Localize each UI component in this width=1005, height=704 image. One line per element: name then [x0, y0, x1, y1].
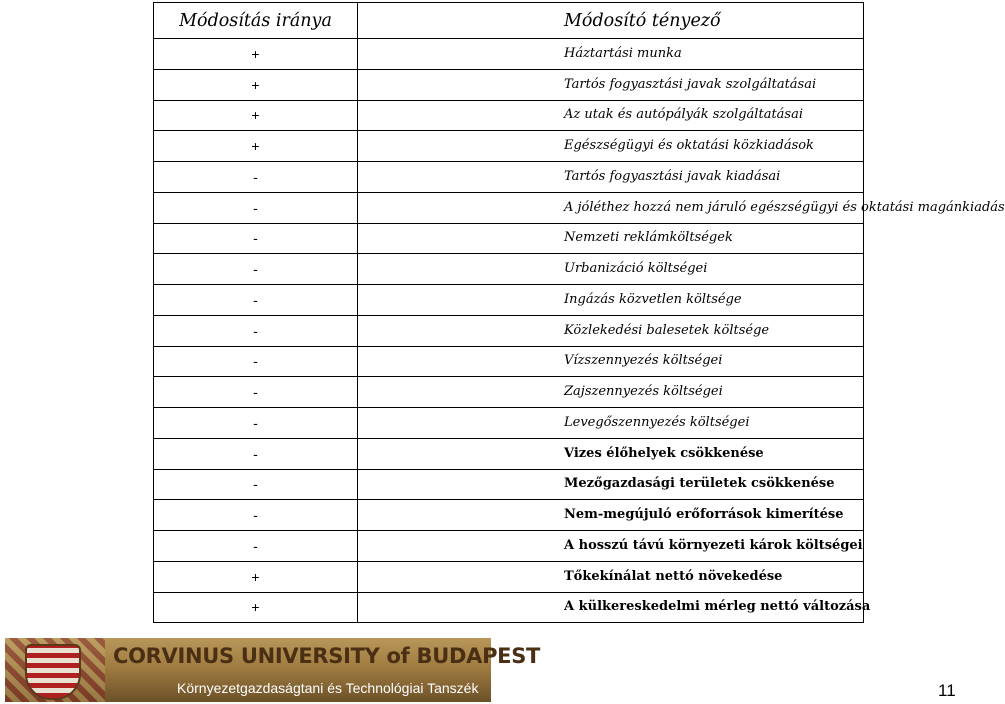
factor-text: Tartós fogyasztási javak kiadásai [358, 162, 864, 193]
factor-text: Ingázás közvetlen költsége [358, 285, 864, 316]
direction-sign: + [154, 69, 358, 100]
direction-sign: - [154, 346, 358, 377]
table-row [154, 315, 864, 346]
header-direction: Módosítás iránya [154, 3, 358, 39]
factor-text: Háztartási munka [358, 39, 864, 70]
table-row [154, 192, 864, 223]
direction-sign: - [154, 500, 358, 531]
direction-sign: - [154, 315, 358, 346]
header-factor: Módosító tényező [358, 3, 864, 39]
table-row [154, 346, 864, 377]
table-row [154, 500, 864, 531]
direction-sign: - [154, 285, 358, 316]
factor-text: Urbanizáció költségei [358, 254, 864, 285]
factor-text: Tőkekínálat nettó növekedése [358, 561, 864, 592]
table-row [154, 131, 864, 162]
table-row [154, 39, 864, 70]
table-row [154, 223, 864, 254]
table-row [154, 438, 864, 469]
direction-sign: + [154, 592, 358, 623]
factor-text: Az utak és autópályák szolgáltatásai [358, 100, 864, 131]
factor-text: Vizes élőhelyek csökkenése [358, 438, 864, 469]
department-name: Környezetgazdaságtani és Technológiai Tanszék [177, 680, 479, 696]
direction-sign: - [154, 223, 358, 254]
direction-sign: - [154, 254, 358, 285]
factor-text: Mezőgazdasági területek csökkenése [358, 469, 864, 500]
direction-sign: - [154, 531, 358, 562]
factor-text: A külkereskedelmi mérleg nettó változása [358, 592, 864, 623]
table-row [154, 69, 864, 100]
direction-sign: - [154, 408, 358, 439]
page-number: 11 [938, 681, 956, 700]
factor-text: Nemzeti reklámköltségek [358, 223, 864, 254]
table-row [154, 100, 864, 131]
factor-text: Zajszennyezés költségei [358, 377, 864, 408]
table-row [154, 254, 864, 285]
table-row [154, 377, 864, 408]
factor-text: Tartós fogyasztási javak szolgáltatásai [358, 69, 864, 100]
table-row [154, 561, 864, 592]
factor-text: Nem-megújuló erőforrások kimerítése [358, 500, 864, 531]
factor-text: Vízszennyezés költségei [358, 346, 864, 377]
factor-text: Egészségügyi és oktatási közkiadások [358, 131, 864, 162]
direction-sign: + [154, 39, 358, 70]
direction-sign: + [154, 561, 358, 592]
university-crest-icon [5, 638, 105, 702]
table-row [154, 408, 864, 439]
modification-factors-table [153, 2, 1005, 623]
direction-sign: + [154, 100, 358, 131]
table-row [154, 285, 864, 316]
table-body [154, 39, 1005, 623]
direction-sign: - [154, 192, 358, 223]
table-row [154, 162, 864, 193]
factor-text: A jóléthez hozzá nem járuló egészségügyi és oktatási magánkiadás [358, 192, 864, 223]
table-row [154, 531, 864, 562]
direction-sign: - [154, 162, 358, 193]
university-name: CORVINUS UNIVERSITY of BUDAPEST [113, 644, 541, 668]
direction-sign: - [154, 469, 358, 500]
table-header-row [154, 3, 864, 39]
direction-sign: - [154, 377, 358, 408]
factor-text: A hosszú távú környezeti károk költségei [358, 531, 864, 562]
table-row [154, 469, 864, 500]
direction-sign: + [154, 131, 358, 162]
table-row [154, 592, 864, 623]
factor-text: Levegőszennyezés költségei [358, 408, 864, 439]
crest-shield [25, 644, 81, 700]
direction-sign: - [154, 438, 358, 469]
factor-text: Közlekedési balesetek költsége [358, 315, 864, 346]
footer-banner [5, 638, 541, 702]
